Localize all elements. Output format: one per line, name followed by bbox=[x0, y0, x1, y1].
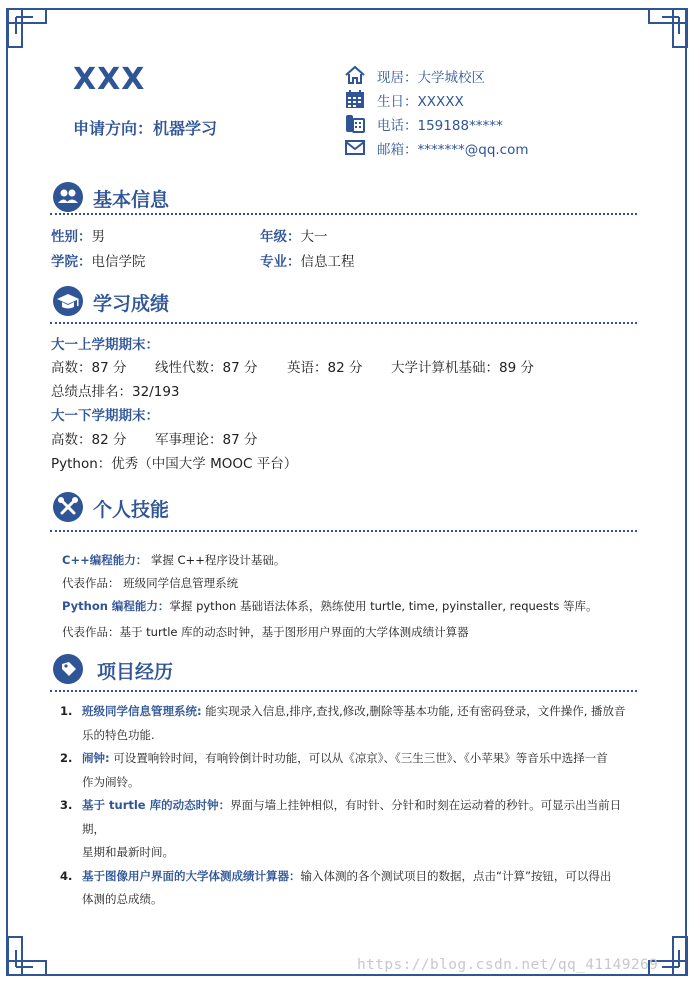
score-item: 军事理论：87 分 bbox=[155, 432, 258, 448]
contact-phone-text: 电话：159188***** bbox=[377, 118, 503, 134]
list-number: 3. bbox=[60, 798, 73, 812]
term2-scores bbox=[51, 428, 451, 448]
skill-cpp bbox=[62, 552, 285, 568]
project-desc-cont: 乐的特色功能. bbox=[82, 727, 155, 742]
list-number: 4. bbox=[60, 868, 73, 883]
score-item: 英语：82 分 bbox=[287, 360, 363, 376]
field-value: 男 bbox=[91, 229, 105, 245]
mail-icon bbox=[344, 137, 366, 157]
project-desc: 可设置响铃时间，有响铃倒计时功能，可以从《凉京》、《三生三世》、《小苹果》等音乐中选择一首 bbox=[109, 751, 608, 765]
application-direction bbox=[73, 116, 217, 139]
corner-ornament bbox=[7, 936, 47, 976]
section-title: 项目经历 bbox=[97, 661, 174, 683]
project-title: 闹钟: bbox=[82, 751, 110, 765]
score-item: 线性代数：87 分 bbox=[155, 360, 258, 376]
field-label: 年级： bbox=[260, 229, 301, 245]
section-divider bbox=[50, 530, 637, 532]
field-gender bbox=[51, 225, 105, 245]
score-item: 高数：82 分 bbox=[51, 432, 127, 448]
skill-text: 掌握 python 基础语法体系，熟练使用 turtle, time, pyinstaller, requests 等库。 bbox=[169, 599, 598, 613]
section-title: 学习成绩 bbox=[93, 293, 170, 315]
field-major bbox=[260, 250, 355, 270]
term1-scores bbox=[51, 356, 611, 376]
people-icon bbox=[53, 182, 83, 212]
project-title: 班级同学信息管理系统: bbox=[82, 704, 202, 718]
project-desc-cont: 星期和最新时间。 bbox=[82, 845, 174, 859]
score-item: 高数：87 分 bbox=[51, 360, 127, 376]
graduation-cap-icon bbox=[53, 286, 83, 316]
score-item: 大学计算机基础：89 分 bbox=[391, 360, 534, 376]
list-number: 1. bbox=[60, 704, 73, 718]
field-label: 专业： bbox=[260, 254, 301, 270]
corner-ornament bbox=[648, 8, 688, 48]
project-item bbox=[54, 747, 644, 794]
section-divider bbox=[50, 322, 637, 324]
field-value: 大一 bbox=[300, 229, 328, 245]
skill-python bbox=[62, 598, 598, 614]
term1-rank: 总绩点排名：32/193 bbox=[51, 384, 180, 400]
section-title: 个人技能 bbox=[93, 499, 170, 521]
field-label: 学院： bbox=[51, 254, 92, 270]
watermark: https://blog.csdn.net/qq_41149269 bbox=[357, 957, 659, 973]
field-college bbox=[51, 250, 146, 270]
term2-heading: 大一下学期期末： bbox=[51, 408, 159, 424]
skill-label: C++编程能力： bbox=[62, 553, 148, 567]
project-title: 基于 turtle 库的动态时钟： bbox=[82, 798, 231, 812]
project-line bbox=[82, 700, 644, 724]
contact-address-text: 现居：大学城校区 bbox=[377, 70, 485, 86]
project-desc-cont: 作为闹铃。 bbox=[82, 774, 140, 789]
field-grade bbox=[260, 225, 328, 245]
apply-label: 申请方向： bbox=[73, 119, 154, 138]
contact-email-text: 邮箱：*******@qq.com bbox=[377, 142, 529, 158]
home-icon bbox=[344, 65, 366, 85]
project-item bbox=[54, 794, 644, 865]
phone-icon bbox=[344, 113, 366, 133]
field-value: 电信学院 bbox=[91, 254, 146, 270]
project-item bbox=[54, 700, 644, 747]
section-divider bbox=[50, 213, 637, 215]
resume-name: XXX bbox=[73, 62, 146, 97]
apply-value: 机器学习 bbox=[153, 119, 218, 138]
section-title: 基本信息 bbox=[93, 189, 170, 211]
contact-birthday-text: 生日：XXXXX bbox=[377, 94, 464, 110]
contact-address bbox=[344, 64, 604, 86]
term2-python: Python：优秀（中国大学 MOOC 平台） bbox=[51, 456, 298, 472]
field-value: 信息工程 bbox=[300, 254, 355, 270]
project-list bbox=[54, 700, 644, 912]
project-line bbox=[82, 794, 644, 841]
corner-ornament bbox=[7, 8, 47, 48]
project-line bbox=[82, 747, 644, 771]
skill-text: 掌握 C++程序设计基础。 bbox=[147, 553, 286, 567]
tag-icon bbox=[53, 654, 83, 684]
calendar-icon bbox=[344, 89, 366, 109]
tools-icon bbox=[53, 492, 83, 522]
project-title: 基于图像用户界面的大学体测成绩计算器： bbox=[82, 868, 301, 883]
section-divider bbox=[50, 690, 637, 692]
project-desc: 能实现录入信息,排序,查找,修改,删除等基本功能, 还有密码登录，文件操作, 播放音 bbox=[201, 704, 626, 718]
list-number: 2. bbox=[60, 751, 73, 765]
contact-phone bbox=[344, 112, 604, 134]
project-item bbox=[54, 865, 644, 912]
term1-heading: 大一上学期期末： bbox=[51, 337, 159, 353]
skill-label: Python 编程能力： bbox=[62, 599, 170, 613]
contact-birthday bbox=[344, 88, 604, 110]
skill-cpp-work: 代表作品： 班级同学信息管理系统 bbox=[62, 576, 239, 590]
skill-python-work: 代表作品：基于 turtle 库的动态时钟，基于图形用户界面的大学体测成绩计算器 bbox=[62, 625, 469, 639]
project-desc: 界面与墙上挂钟相似，有时针、分针和时刻在运动着的秒针。可显示出当前日期， bbox=[82, 798, 622, 836]
field-label: 性别： bbox=[51, 229, 92, 245]
contact-email bbox=[344, 136, 604, 158]
project-desc: 输入体测的各个测试项目的数据，点击“计算”按钮，可以得出 bbox=[300, 868, 612, 883]
project-line bbox=[82, 865, 644, 889]
project-desc-cont: 体测的总成绩。 bbox=[82, 892, 163, 906]
